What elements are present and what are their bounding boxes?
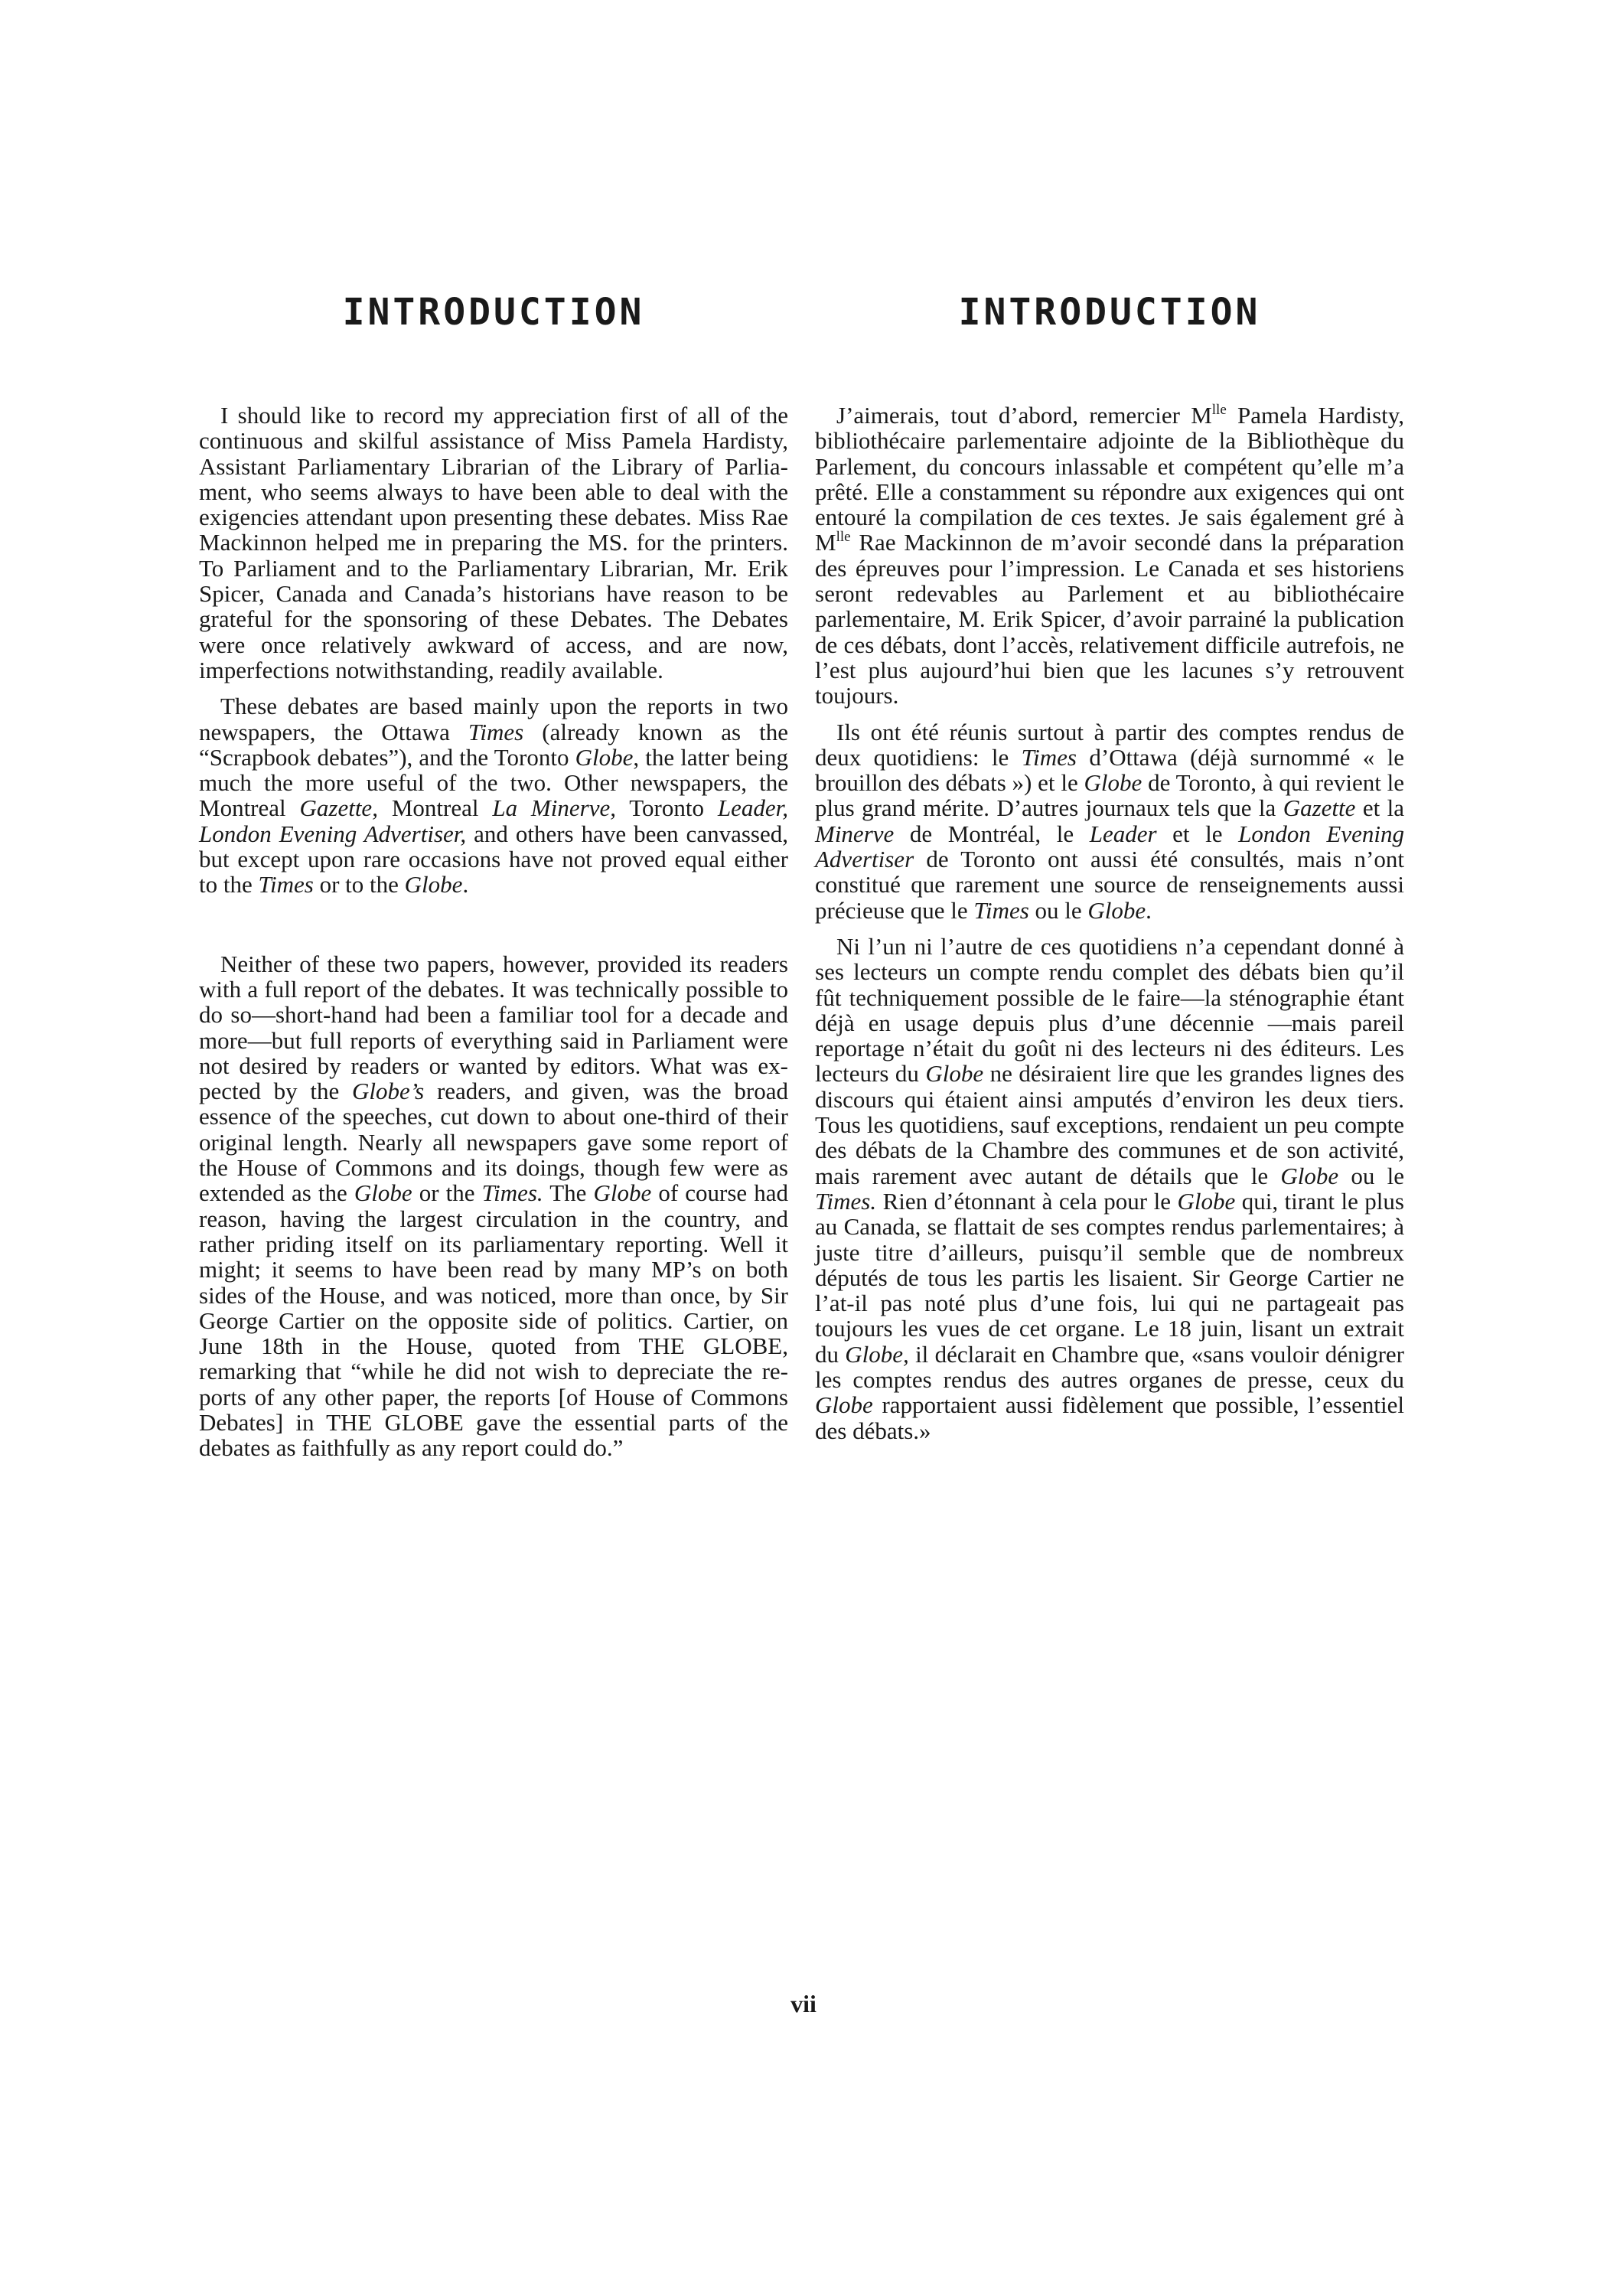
french-column <box>815 291 1404 1443</box>
english-column <box>199 291 788 1461</box>
french-paragraph-3: Ni l’un ni l’autre de ces quotidiens n’a cependant donné à ses lecteurs un compte rendu complet des débats bien qu’il fût techniquement possible de le faire—la sténographie étant déjà en usage depuis plus d’une décennie —mais pareil reportage n’était du goût ni des lecteurs ni des éditeurs. Les lecteurs du Globe ne désiraient lire que les grandes lignes des discours qui étaient ainsi amputés d’environ les deux tiers. Tous les quotidiens, sauf exceptions, rendaient un peu compte des débats de la Chambre des communes et de son activité, mais rarement avec autant de détails que le Globe ou le Times. Rien d’étonnant à cela pour le Globe qui, tirant le plus au Canada, se flattait de ses comptes rendus parlementaires; à juste titre d’ailleurs, puisqu’il semble que de nombreux députés de tous les partis les lisaient. Sir George Cartier ne l’at-il pas noté plus d’une fois, lui qui ne partageait pas toujours les vues de cet organe. Le 18 juin, lisant un extrait du Globe, il déclarait en Chambre que, «sans vouloir dénigrer les comptes rendus des autres organes de presse, ceux du Globe rapportaient aussi fidèlement que possible, l’essentiel des débats.» <box>815 932 1405 1444</box>
french-heading: INTRODUCTION <box>958 291 1261 334</box>
english-paragraph-2: These debates are based mainly upon the reports in two newspapers, the Ottawa Times (already known as the “Scrapbook debates”), and the Toronto Globe, the latter being much the more useful of the two. Other newspapers, the Montreal Gazette, Montreal La Minerve, Toronto Leader, London Evening Advertiser, and others have been canvassed, but except upon rare occasions have not proved equal either to the Times or to the Globe. <box>199 693 788 899</box>
french-paragraph-1: J’aimerais, tout d’abord, remercier $M^{lle}$ Pamela Hardisty, bibliothécaire parlementaire adjointe de la Bibliothèque du Parlement, du concours inlassable et compétent qu’elle m’a prêté. Elle a constamment su répondre aux exigences qui ont entouré la compilation de ces textes. Je sais également gré à $M^{lle}$ Rae Mackinnon de m’avoir secondé dans la préparation des épreuves pour l’impression. Le Canada et ses historiens seront redevables au Parlement et au bibliothécaire parlementaire, M. Erik Spicer, d’avoir parrainé la publication de ces débats, dont l’accès, relativement difficile autrefois, ne l’est plus aujourd’hui bien que les lacunes s’y retrouvent toujours. <box>815 402 1404 709</box>
english-heading: INTRODUCTION <box>342 291 645 334</box>
french-paragraph-2: Ils ont été réunis surtout à partir des comptes rendus de deux quotidiens: le Times d’Ottawa (déjà surnommé « le brouillon des débats ») et le Globe de Toronto, à qui revient le plus grand mérite. D’autres journaux tels que la Gazette et la Minerve de Montréal, le Leader et le London Evening Advertiser de Toronto ont aussi été consultés, mais n’ont constitué que rarement une source de renseignements aussi précieuse que le Times ou le Globe. <box>815 718 1405 924</box>
english-paragraph-1: I should like to record my appreciation first of all of the continuous and skilful assistance of Miss Pamela Hardisty, Assistant Parliamentary Librarian of the Library of Parliament, who seems always to have been able to deal with the exigencies attendant upon presenting these debates. Miss Rae Mackinnon helped me in preparing the MS. for the printers. To Parliament and to the Parliamentary Librarian, Mr. Erik Spicer, Canada and Canada’s historians have reason to be grateful for the sponsoring of these Debates. The Debates were once relatively awkward of access, and are now, imperfections notwithstanding, readily available. <box>199 402 788 683</box>
english-paragraph-3: Neither of these two papers, however, provided its readers with a full report of the debates. It was technically possible to do so—short-hand had been a familiar tool for a decade and more—but full reports of everything said in Parliament were not desired by readers or wanted by editors. What was expected by the Globe’s readers, and given, was the broad essence of the speeches, cut down to about one-third of their original length. Nearly all newspapers gave some report of the House of Commons and its doings, though few were as extended as the Globe or the Times. The Globe of course had reason, having the largest circulation in the country, and rather priding itself on its parliamentary reporting. Well it might; it seems to have been read by many MP’s on both sides of the House, and was noticed, more than once, by Sir George Cartier on the opposite side of politics. Cartier, on June 18th in the House, quoted from THE GLOBE, remarking that “while he did not wish to depreciate the reports of any other paper, the reports [of House of Commons Debates] in THE GLOBE gave the essential parts of the debates as faithfully as any report could do.” <box>199 950 788 1462</box>
page-number: vii <box>790 1990 817 2017</box>
